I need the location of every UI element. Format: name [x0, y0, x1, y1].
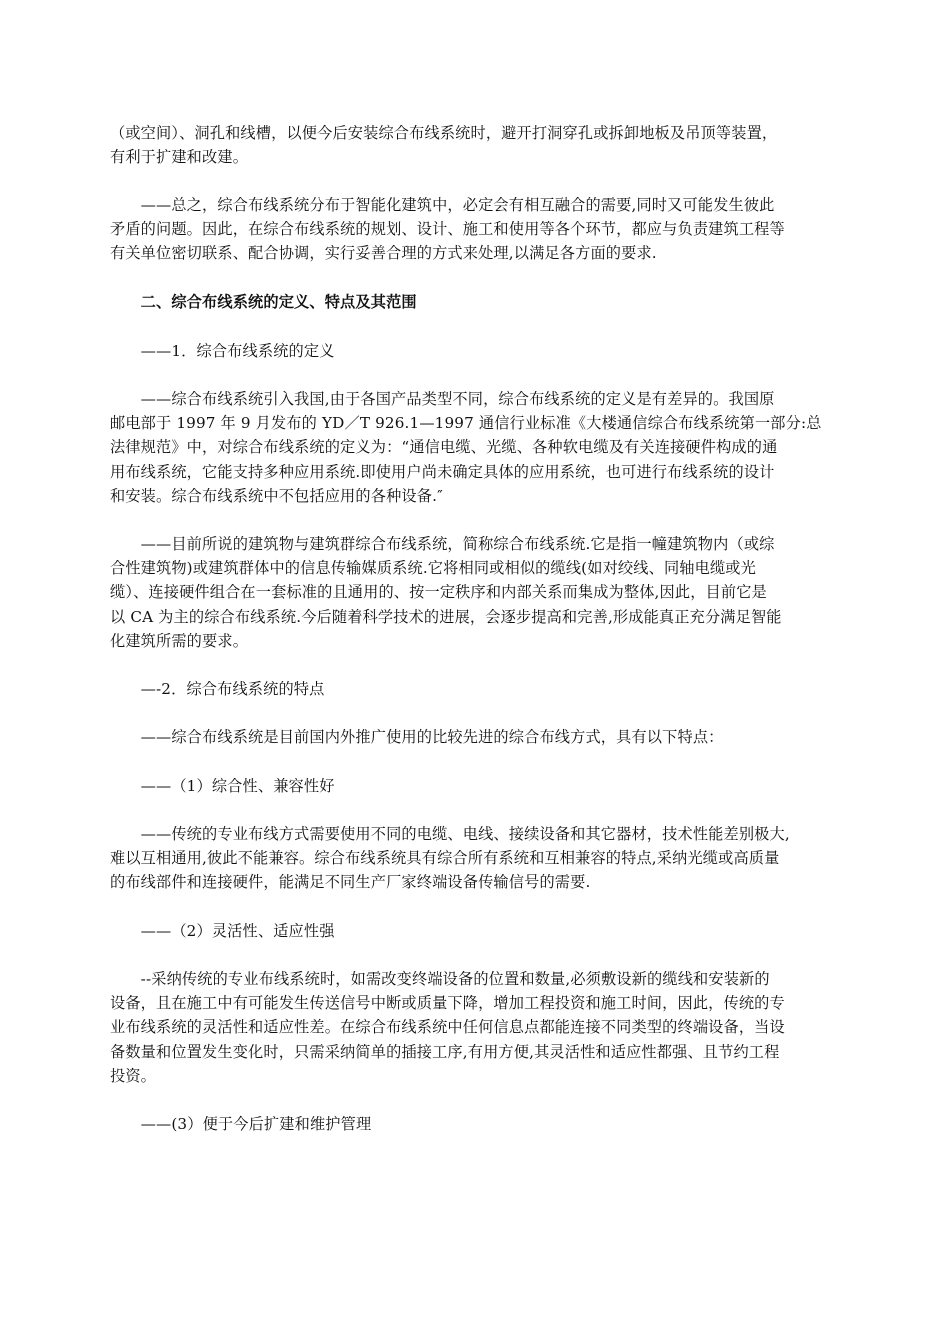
text-line: 的布线部件和连接硬件，能满足不同生产厂家终端设备传输信号的需要.	[110, 873, 591, 892]
text-line: 矛盾的问题。因此，在综合布线系统的规划、设计、施工和使用等各个环节，都应与负责建筑工程等	[110, 220, 785, 239]
text-line: --采纳传统的专业布线系统时，如需改变终端设备的位置和数量,必须敷设新的缆线和安装新的	[110, 970, 770, 988]
text-line: 设备，且在施工中有可能发生传送信号中断或质量下降，增加工程投资和施工时间，因此，传统的专	[110, 994, 785, 1013]
text-line: ——1．综合布线系统的定义	[110, 342, 335, 360]
text-line: 邮电部于 1997 年 9 月发布的 YD／T 926.1—1997 通信行业标准《大楼通信综合布线系统第一部分:总	[110, 414, 822, 433]
paragraph-summary	[110, 193, 840, 266]
subheading-feature-1	[110, 774, 840, 798]
text-line: 和安装。综合布线系统中不包括应用的各种设备.″	[110, 486, 443, 505]
text-line: 化建筑所需的要求。	[110, 631, 249, 650]
paragraph-features-intro	[110, 725, 840, 749]
text-line: ——综合布线系统引入我国,由于各国产品类型不同，综合布线系统的定义是有差异的。我国原	[110, 390, 775, 408]
text-line: ——传统的专业布线方式需要使用不同的电缆、电线、接续设备和其它器材，技术性能差别极大,	[110, 825, 790, 843]
subheading-definition	[110, 339, 840, 363]
paragraph-cable-routes-continuation	[110, 121, 840, 169]
text-line: ——（1）综合性、兼容性好	[110, 777, 335, 795]
text-line: 合性建筑物)或建筑群体中的信息传输媒质系统.它将相同或相似的缆线(如对绞线、同轴电缆或光	[110, 559, 756, 578]
paragraph-feature-2	[110, 967, 840, 1088]
subheading-feature-3	[110, 1112, 840, 1136]
section-heading-definition-features-scope	[110, 290, 840, 314]
paragraph-definition-standard	[110, 387, 840, 508]
subheading-features	[110, 677, 840, 701]
text-line: 业布线系统的灵活性和适应性差。在综合布线系统中任何信息点都能连接不同类型的终端设备，当设	[110, 1018, 785, 1037]
text-line: 用布线系统，它能支持多种应用系统.即使用户尚未确定具体的应用系统，也可进行布线系统的设计	[110, 462, 775, 481]
text-line: 缆）、连接硬件组合在一套标准的且通用的、按一定秩序和内部关系而集成为整体,因此，目前它是	[110, 583, 767, 602]
text-line: ——(3）便于今后扩建和维护管理	[110, 1115, 372, 1133]
paragraph-feature-1	[110, 822, 840, 895]
text-line: ——（2）灵活性、适应性强	[110, 922, 335, 940]
text-line: 有利于扩建和改建。	[110, 148, 249, 167]
text-line: —-2．综合布线系统的特点	[110, 680, 325, 698]
text-line: 投资。	[110, 1066, 157, 1085]
text-line: 法律规范》中，对综合布线系统的定义为：“通信电缆、光缆、各种软电缆及有关连接硬件构成的通	[110, 438, 778, 457]
text-line: ——总之，综合布线系统分布于智能化建筑中，必定会有相互融合的需要,同时又可能发生彼此	[110, 196, 775, 214]
text-line: （或空间）、洞孔和线槽，以便今后安装综合布线系统时，避开打洞穿孔或拆卸地板及吊顶等装置，	[110, 124, 778, 142]
paragraph-current-definition	[110, 532, 840, 653]
text-line: 以 CA 为主的综合布线系统.今后随着科学技术的进展，会逐步提高和完善,形成能真正充分满足智能	[110, 607, 782, 626]
text-line: ——目前所说的建筑物与建筑群综合布线系统，简称综合布线系统.它是指一幢建筑物内（或综	[110, 535, 775, 553]
subheading-feature-2	[110, 919, 840, 943]
text-line: 难以互相通用,彼此不能兼容。综合布线系统具有综合所有系统和互相兼容的特点,采纳光缆或高质量	[110, 849, 780, 868]
text-line: 有关单位密切联系、配合协调，实行妥善合理的方式来处理,以满足各方面的要求.	[110, 244, 657, 263]
heading-text: 二、综合布线系统的定义、特点及其范围	[110, 293, 417, 311]
text-line: 备数量和位置发生变化时，只需采纳简单的插接工序,有用方便,其灵活性和适应性都强、且节约工程	[110, 1042, 780, 1061]
text-line: ——综合布线系统是目前国内外推广使用的比较先进的综合布线方式，具有以下特点：	[110, 728, 724, 746]
